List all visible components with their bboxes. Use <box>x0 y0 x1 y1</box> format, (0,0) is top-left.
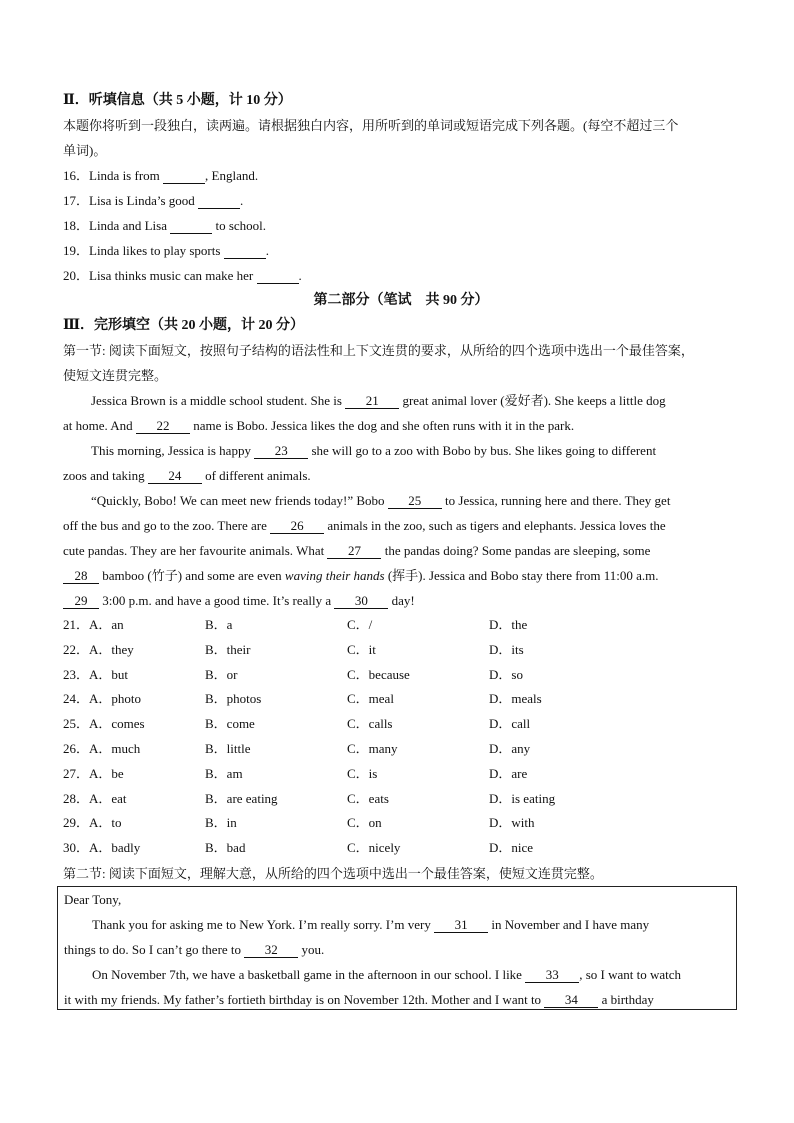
answer-blank-19[interactable] <box>224 244 266 259</box>
option-c[interactable]: C．on <box>347 815 382 831</box>
option-b[interactable]: B．are eating <box>205 790 278 806</box>
blank-26[interactable]: 26 <box>270 519 324 534</box>
question-18-tail: to school. <box>212 218 267 233</box>
option-a[interactable]: 30．A．badly <box>63 840 141 856</box>
option-d[interactable]: D．any <box>489 740 531 756</box>
option-d[interactable]: D．its <box>489 641 524 657</box>
blank-23[interactable]: 23 <box>254 444 308 459</box>
option-a[interactable]: 25．A．comes <box>63 716 145 732</box>
option-c[interactable]: C．/ <box>347 617 373 632</box>
answer-blank-18[interactable] <box>170 219 212 234</box>
passage-text: cute pandas. They are her favourite animals. What <box>63 543 325 558</box>
option-c[interactable]: C．it <box>347 641 376 657</box>
option-row-30 <box>63 836 739 861</box>
option-a[interactable]: 28．A．eat <box>63 790 127 806</box>
option-c[interactable]: C．many <box>347 740 398 756</box>
option-a[interactable]: 24．A．photo <box>63 691 142 707</box>
passage-line-2 <box>63 413 739 438</box>
passage-text: of different animals. <box>205 468 311 483</box>
question-17-tail: . <box>240 193 244 208</box>
option-b[interactable]: B．bad <box>205 840 246 856</box>
question-20-tail: . <box>298 268 302 283</box>
question-19 <box>63 238 739 263</box>
passage-text: zoos and taking <box>63 468 145 483</box>
passage-line-6 <box>63 513 739 538</box>
passage-text: day! <box>391 593 415 608</box>
option-a[interactable]: 21．A．an <box>63 617 124 632</box>
option-row-29 <box>63 811 739 836</box>
passage-text: to Jessica, running here and there. They get <box>445 493 671 508</box>
letter-text: in November and I have many <box>491 917 650 932</box>
option-a[interactable]: 23．A．but <box>63 666 129 682</box>
option-a[interactable]: 22．A．they <box>63 641 134 657</box>
option-row-22 <box>63 638 739 663</box>
passage-line-1 <box>63 388 739 413</box>
passage-text: the pandas doing? Some pandas are sleeping, some <box>384 543 651 558</box>
option-d[interactable]: D．is eating <box>489 790 556 806</box>
question-20 <box>63 263 739 288</box>
option-d[interactable]: D．call <box>489 716 531 732</box>
passage-text: off the bus and go to the zoo. There are <box>63 518 267 533</box>
blank-27[interactable]: 27 <box>327 544 381 559</box>
option-row-26 <box>63 737 739 762</box>
passage-text: at home. And <box>63 418 133 433</box>
passage-text: great animal lover (爱好者). She keeps a little dog <box>402 393 666 408</box>
blank-30[interactable]: 30 <box>334 594 388 609</box>
letter-line-4 <box>64 987 732 1012</box>
option-a[interactable]: 26．A．much <box>63 740 141 756</box>
question-18-text: 18．Linda and Lisa <box>63 218 167 233</box>
blank-28[interactable]: 28 <box>63 569 99 584</box>
section-2-instruction-line-2: 单词)。 <box>63 143 107 158</box>
letter-box <box>57 886 737 1010</box>
option-row-21 <box>63 613 739 638</box>
option-row-27 <box>63 762 739 787</box>
letter-line-1 <box>64 912 732 937</box>
passage-italic-text: waving their hands <box>284 568 385 583</box>
question-16-tail: , England. <box>205 168 259 183</box>
question-16-text: 16．Linda is from <box>63 168 160 183</box>
passage-text: bamboo (竹子) and some are even <box>102 568 282 583</box>
section-2-instruction-line-1: 本题你将听到一段独白，读两遍。请根据独白内容，用所听到的单词或短语完成下列各题。(每空不超过三个 <box>63 118 679 133</box>
option-c[interactable]: C．because <box>347 666 410 682</box>
passage-text: animals in the zoo, such as tigers and elephants. Jessica loves the <box>327 518 666 533</box>
section-2-heading: Ⅱ．听填信息（共 5 小题，计 10 分） <box>63 93 292 108</box>
question-17 <box>63 188 739 213</box>
passage-text: she will go to a zoo with Bobo by bus. She likes going to different <box>311 443 657 458</box>
option-b[interactable]: B．come <box>205 716 255 732</box>
passage-line-7 <box>63 538 739 563</box>
letter-text: you. <box>301 942 325 957</box>
passage-text: 3:00 p.m. and have a good time. It’s really a <box>102 593 332 608</box>
part-2-title: 第二部分（笔试 共 90 分） <box>313 293 489 308</box>
option-b[interactable]: B．am <box>205 765 243 781</box>
passage-line-8 <box>63 563 739 588</box>
section-3-instruction-line-2: 使短文连贯完整。 <box>63 368 168 383</box>
option-row-24 <box>63 687 739 712</box>
option-c[interactable]: C．meal <box>347 691 394 707</box>
option-d[interactable]: D．meals <box>489 691 542 707</box>
letter-text: , so I want to watch <box>579 967 682 982</box>
answer-blank-16[interactable] <box>163 169 205 184</box>
passage-line-9 <box>63 588 739 613</box>
question-20-text: 20．Lisa thinks music can make her <box>63 268 254 283</box>
option-row-25 <box>63 712 739 737</box>
option-a[interactable]: 27．A．be <box>63 765 124 781</box>
letter-text: On November 7th, we have a basketball game in the afternoon in our school. I like <box>92 967 522 982</box>
option-row-23 <box>63 663 739 688</box>
letter-text: things to do. So I can’t go there to <box>64 942 242 957</box>
option-b[interactable]: B．in <box>205 815 237 831</box>
question-18 <box>63 213 739 238</box>
option-b[interactable]: B．photos <box>205 691 262 707</box>
option-d[interactable]: D．so <box>489 666 523 682</box>
passage-text: This morning, Jessica is happy <box>91 443 251 458</box>
blank-31[interactable]: 31 <box>434 918 488 933</box>
blank-21[interactable]: 21 <box>345 394 399 409</box>
option-b[interactable]: B．or <box>205 666 238 682</box>
option-d[interactable]: D．nice <box>489 840 534 856</box>
passage-text: “Quickly, Bobo! We can meet new friends today!” Bobo <box>91 493 385 508</box>
passage-text: name is Bobo. Jessica likes the dog and she often runs with it in the park. <box>193 418 575 433</box>
option-c[interactable]: C．is <box>347 765 378 781</box>
section-3-heading: Ⅲ．完形填空（共 20 小题，计 20 分） <box>63 318 305 333</box>
blank-32[interactable]: 32 <box>244 943 298 958</box>
option-b[interactable]: B．little <box>205 740 251 756</box>
exam-page <box>63 88 739 886</box>
option-b[interactable]: B．a <box>205 617 233 632</box>
blank-25[interactable]: 25 <box>388 494 442 509</box>
option-d[interactable]: D．the <box>489 617 528 632</box>
letter-text: Thank you for asking me to New York. I’m really sorry. I’m very <box>92 917 431 932</box>
option-d[interactable]: D．are <box>489 765 528 781</box>
option-d[interactable]: D．with <box>489 815 535 831</box>
blank-22[interactable]: 22 <box>136 419 190 434</box>
answer-blank-17[interactable] <box>198 194 240 209</box>
option-b[interactable]: B．their <box>205 641 251 657</box>
question-19-tail: . <box>265 243 269 258</box>
section-3-instruction-line-1: 第一节: 阅读下面短文，按照句子结构的语法性和上下文连贯的要求，从所给的四个选项中选出一个最佳答案， <box>63 343 694 358</box>
options-list <box>63 613 739 861</box>
blank-29[interactable]: 29 <box>63 594 99 609</box>
passage-text: Jessica Brown is a middle school student. She is <box>91 393 342 408</box>
answer-blank-20[interactable] <box>257 269 299 284</box>
letter-greeting: Dear Tony, <box>64 892 122 907</box>
passage-text: (挥手). Jessica and Bobo stay there from 11:00 a.m. <box>387 568 659 583</box>
section-3-part-2-instruction: 第二节: 阅读下面短文，理解大意，从所给的四个选项中选出一个最佳答案，使短文连贯完整。 <box>63 865 603 881</box>
blank-34[interactable]: 34 <box>544 993 598 1008</box>
letter-line-3 <box>64 962 732 987</box>
question-16 <box>63 163 739 188</box>
option-a[interactable]: 29．A．to <box>63 815 122 831</box>
blank-33[interactable]: 33 <box>525 968 579 983</box>
blank-24[interactable]: 24 <box>148 469 202 484</box>
option-c[interactable]: C．calls <box>347 716 393 732</box>
question-19-text: 19．Linda likes to play sports <box>63 243 221 258</box>
question-17-text: 17．Lisa is Linda’s good <box>63 193 195 208</box>
passage-line-3 <box>63 438 739 463</box>
letter-text: it with my friends. My father’s fortieth birthday is on November 12th. Mother and I want to <box>64 992 542 1007</box>
letter-text: a birthday <box>601 992 654 1007</box>
passage-line-5 <box>63 488 739 513</box>
letter-line-2 <box>64 937 732 962</box>
option-row-28 <box>63 787 739 812</box>
passage-line-4 <box>63 463 739 488</box>
option-c[interactable]: C．nicely <box>347 840 401 856</box>
option-c[interactable]: C．eats <box>347 790 389 806</box>
